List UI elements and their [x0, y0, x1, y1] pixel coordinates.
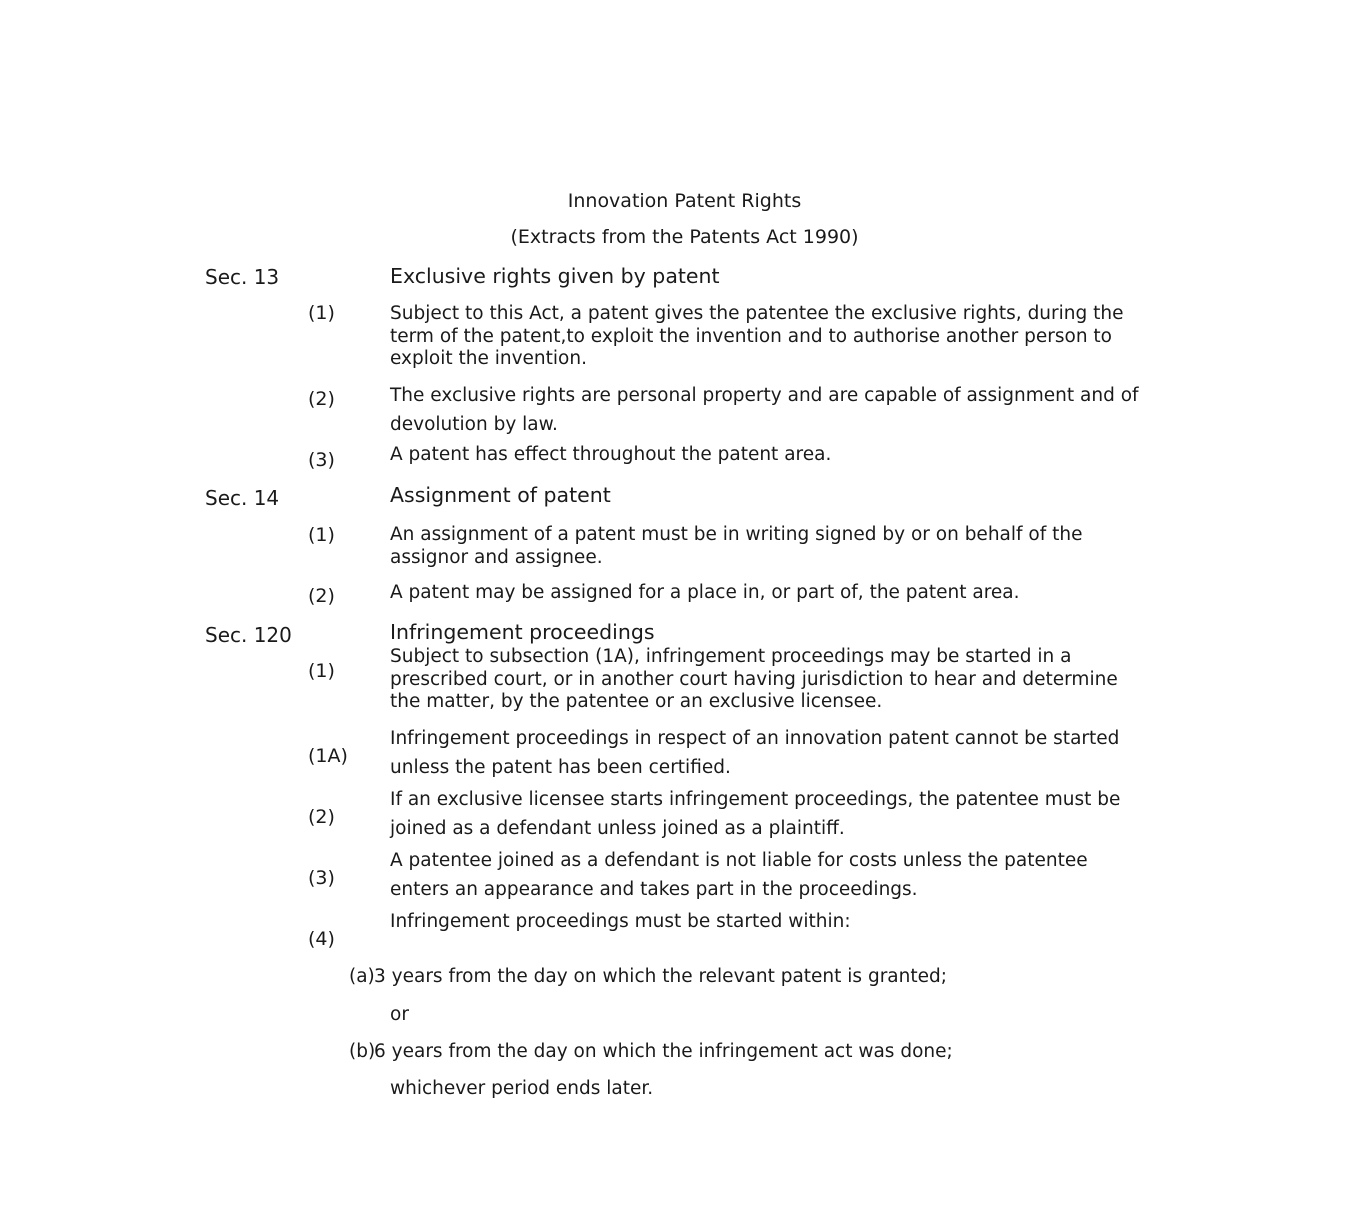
clause-text: The exclusive rights are personal property and are capable of assignment and of devolution by law. [390, 385, 1139, 435]
section-heading-120: Infringement proceedings [390, 620, 655, 644]
clause-number: (1) [308, 660, 335, 682]
document-subtitle: (Extracts from the Patents Act 1990) [510, 226, 859, 248]
clause-number: (2) [308, 806, 335, 828]
connector-text: or [390, 1004, 409, 1025]
clause-text: If an exclusive licensee starts infringement proceedings, the patentee must be joined as a defendant unless joined as a plaintiff. [390, 789, 1121, 839]
section-heading-13: Exclusive rights given by patent [390, 264, 720, 288]
document-title: Innovation Patent Rights [567, 190, 802, 212]
clause-text: Infringement proceedings in respect of an innovation patent cannot be started unless the patent has been certified. [390, 728, 1120, 778]
clause-text: A patent may be assigned for a place in, or part of, the patent area. [390, 582, 1020, 603]
clause-text: A patentee joined as a defendant is not liable for costs unless the patentee enters an appearance and takes part in the proceedings. [390, 850, 1088, 900]
clause-number: (1) [308, 302, 335, 324]
section-heading-14: Assignment of patent [390, 483, 611, 507]
clause-number: (3) [308, 867, 335, 889]
section-label-14: Sec. 14 [205, 486, 280, 510]
clause-number: (3) [308, 449, 335, 471]
clause-number: (2) [308, 388, 335, 410]
list-item-text: 3 years from the day on which the relevant patent is granted; [374, 966, 947, 987]
clause-text: An assignment of a patent must be in writing signed by or on behalf of the assignor and assignee. [390, 524, 1083, 568]
clause-text: Subject to subsection (1A), infringement proceedings may be started in a prescribed court, or in another court having jurisdiction to hear and determine the matter, by the patentee or an exclusive licensee. [390, 646, 1118, 712]
clause-text: A patent has effect throughout the patent area. [390, 444, 832, 465]
clause-text: Infringement proceedings must be started within: [390, 911, 851, 932]
clause-number: (1A) [308, 745, 348, 767]
list-item-prefix: (a) [349, 966, 375, 987]
section-label-13: Sec. 13 [205, 265, 280, 289]
clause-number: (2) [308, 585, 335, 607]
clause-number: (1) [308, 524, 335, 546]
clause-number: (4) [308, 928, 335, 950]
closing-text: whichever period ends later. [390, 1078, 654, 1099]
clause-text: Subject to this Act, a patent gives the patentee the exclusive rights, during the term of the patent,to exploit the invention and to authorise another person to exploit the invention. [390, 303, 1124, 369]
list-item-prefix: (b) [349, 1041, 376, 1062]
section-label-120: Sec. 120 [205, 623, 292, 647]
list-item-text: 6 years from the day on which the infringement act was done; [374, 1041, 953, 1062]
